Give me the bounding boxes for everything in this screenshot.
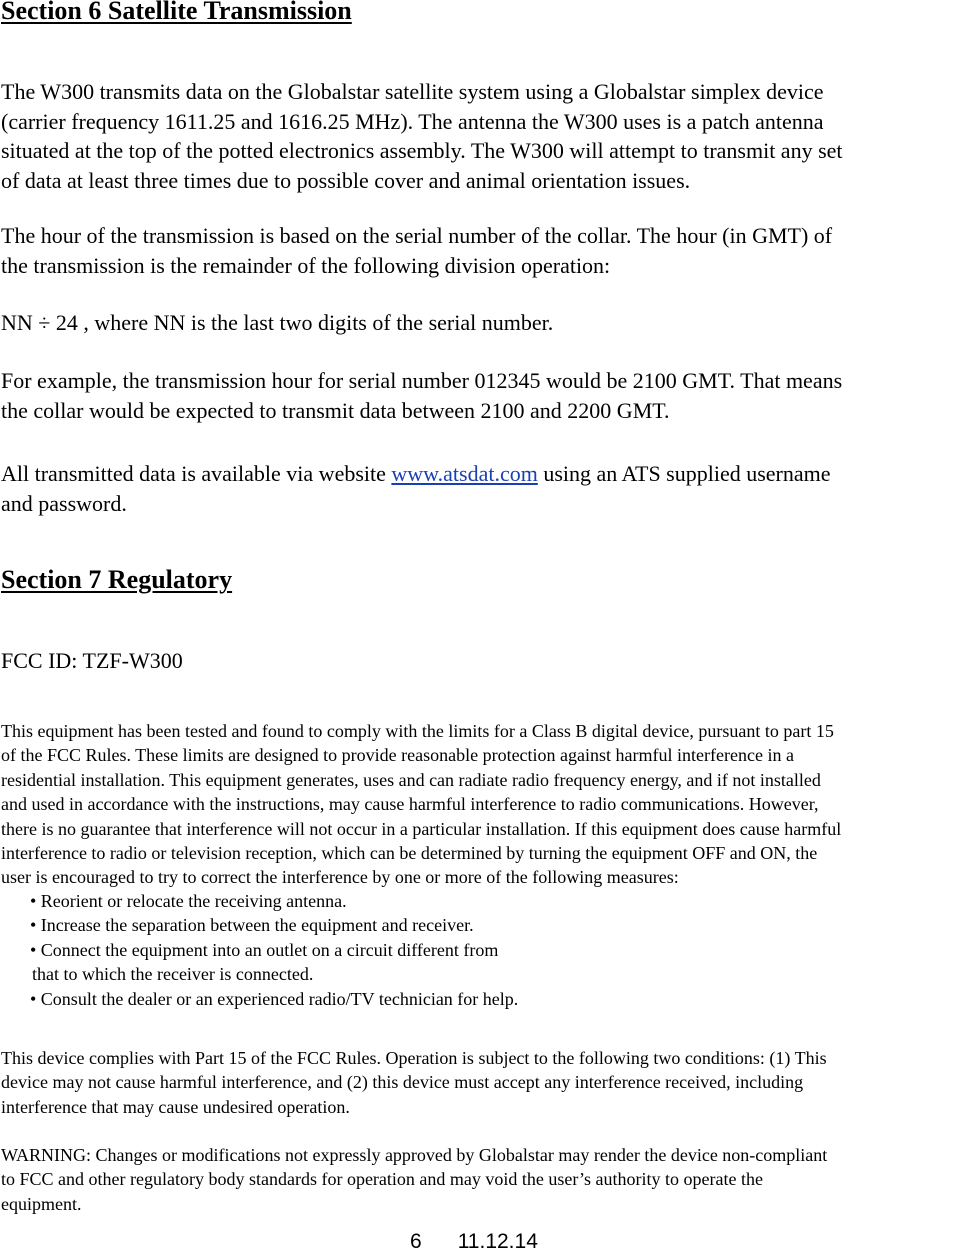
interference-measures-list [1, 889, 518, 1011]
list-item: • Reorient or relocate the receiving antenna. [30, 891, 347, 911]
fcc-compliance-paragraph: This equipment has been tested and found to comply with the limits for a Class B digital device, pursuant to part 15 of the FCC Rules. These limits are designed to provide reasonable protection against harmful interference in a residential installation. This equipment generates, uses and can radiate radio frequency energy, and if not installed and used in accordance with the instructions, may cause harmful interference to radio communications. However, there is no guarantee that interference will not occur in a particular installation. If this equipment does cause harmful interference to radio or television reception, which can be determined by turning the equipment OFF and ON, the user is encouraged to try to correct the interference by one or more of the following measures: [1, 721, 842, 888]
transmission-hour-paragraph: The hour of the transmission is based on the serial number of the collar. The hour (in GMT) of the transmission is the remainder of the following division operation: [1, 223, 833, 278]
list-item: • Consult the dealer or an experienced radio/TV technician for help. [30, 988, 519, 1009]
data-access-paragraph: All transmitted data is available via website www.atsdat.com using an ATS supplied username and password. [1, 461, 831, 516]
page-footer [410, 1230, 538, 1254]
warning-paragraph: WARNING: Changes or modifications not expressly approved by Globalstar may render the device non-compliant to FCC and other regulatory body standards for operation and may void the user’s authority to operate the equipment. [1, 1145, 828, 1214]
section-7-heading: Section 7 Regulatory [1, 565, 233, 594]
list-item: • Increase the separation between the equipment and receiver. [30, 915, 474, 936]
transmission-paragraph: The W300 transmits data on the Globalstar satellite system using a Globalstar simplex device (carrier frequency 1611.25 and 1616.25 MHz). The antenna the W300 uses is a patch antenna situated at the top of the potted electronics assembly. The W300 will attempt to transmit any set of data at least three times due to possible cover and animal orientation issues. [1, 79, 843, 193]
atsdat-link[interactable]: www.atsdat.com [391, 461, 538, 486]
list-item: • Connect the equipment into an outlet on a circuit different from [30, 939, 499, 960]
footer-date: 11.12.14 [457, 1230, 538, 1253]
example-paragraph: For example, the transmission hour for serial number 012345 would be 2100 GMT. That means the collar would be expected to transmit data between 2100 and 2200 GMT. [1, 368, 843, 423]
formula-line: NN ÷ 24 , where NN is the last two digits of the serial number. [1, 310, 554, 335]
list-item: that to which the receiver is connected. [32, 964, 314, 985]
page-number: 6 [410, 1230, 422, 1253]
fcc-id: FCC ID: TZF-W300 [1, 648, 183, 673]
section-6-heading: Section 6 Satellite Transmission [1, 0, 352, 25]
part15-paragraph: This device complies with Part 15 of the FCC Rules. Operation is subject to the following two conditions: (1) This device may not cause harmful interference, and (2) this device must accept any interference received, including interference that may cause undesired operation. [1, 1048, 827, 1117]
